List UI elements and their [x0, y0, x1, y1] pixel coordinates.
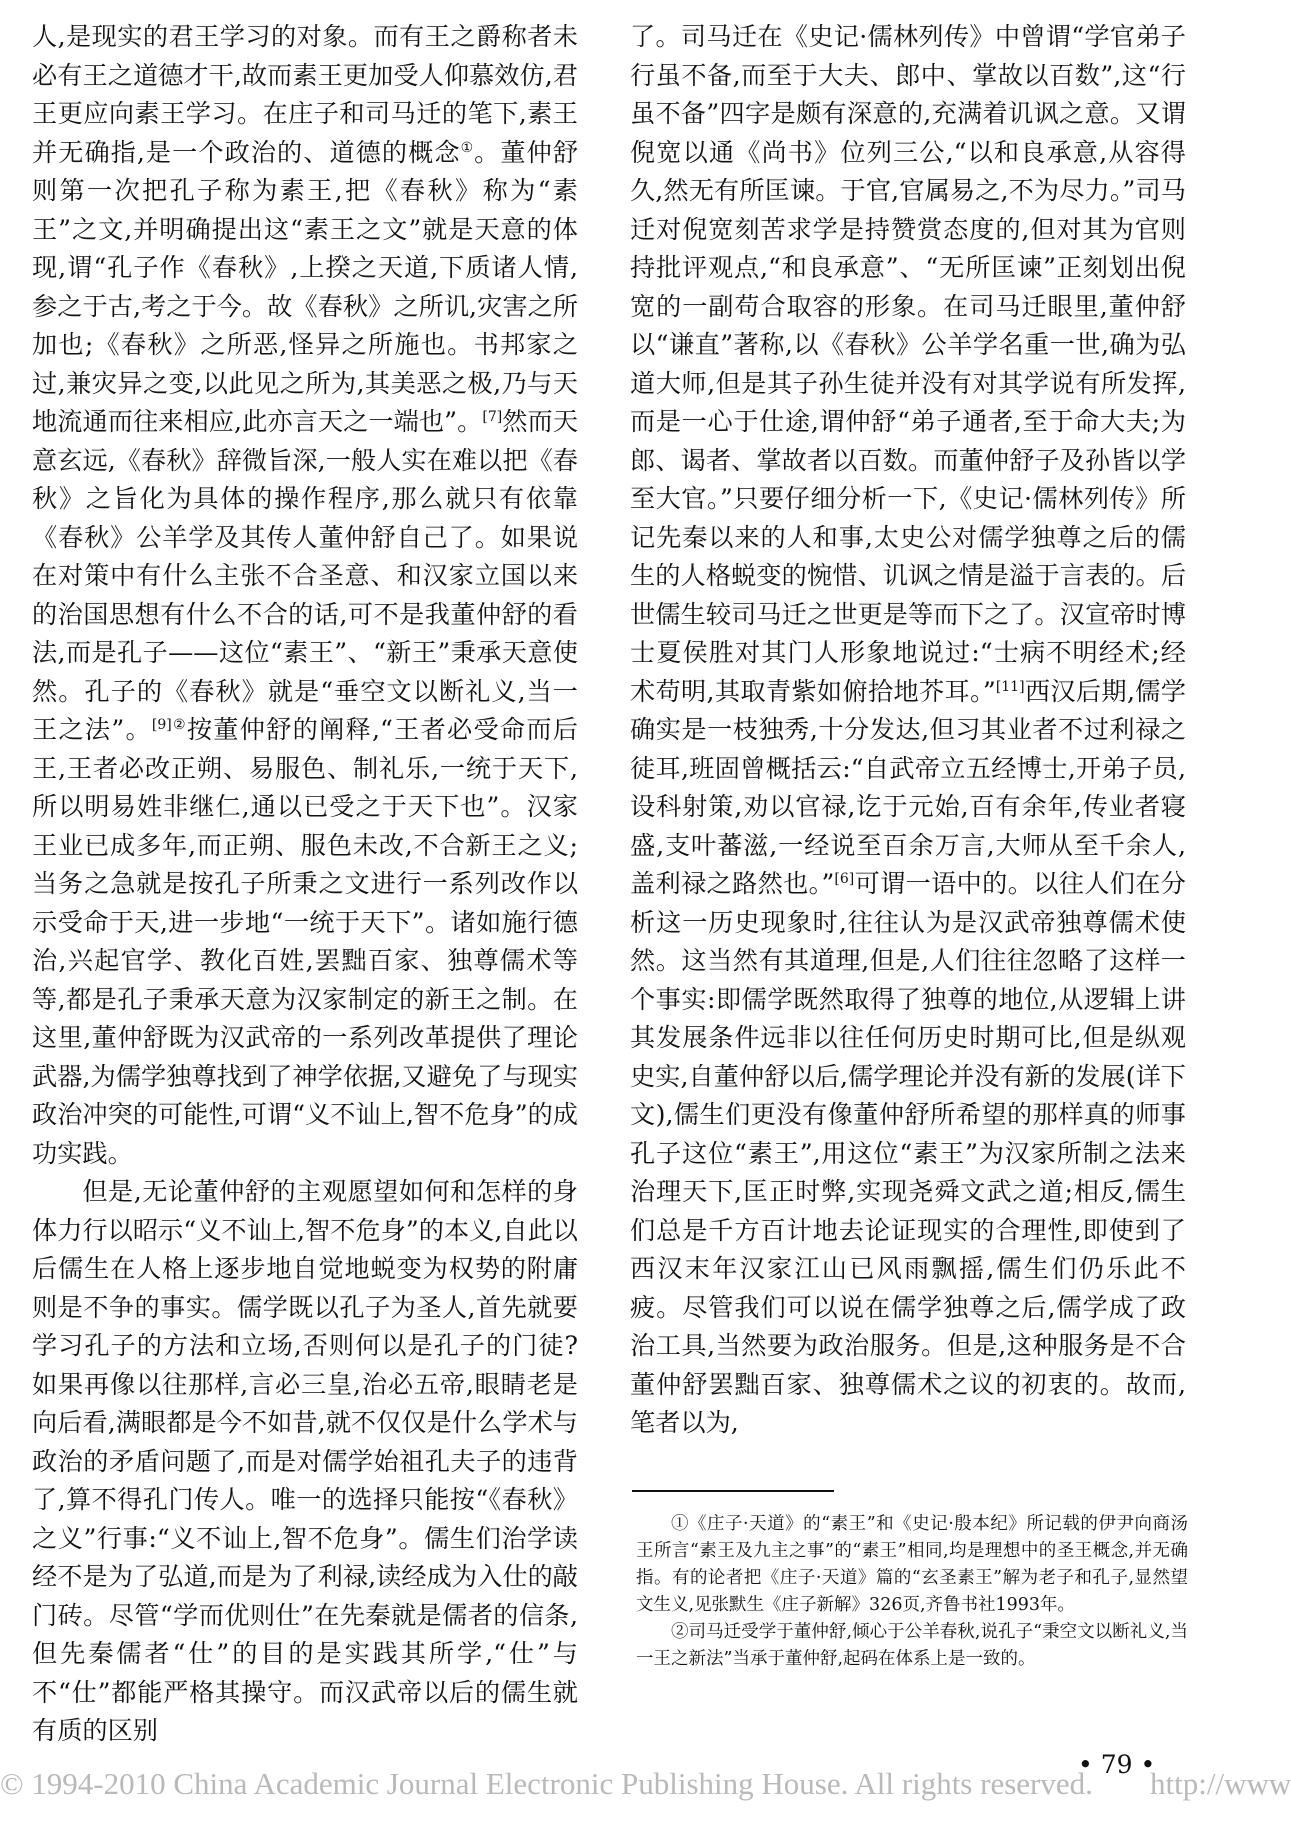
copyright-text: © 1994-2010 China Academic Journal Electronic Publishing House. All rights reserved. [0, 1766, 1093, 1801]
body-text: 然而天意玄远,《春秋》辞微旨深,一般人实在难以把《春秋》之旨化为具体的操作程序,那么就只有依靠《春秋》公羊学及其传人董仲舒自己了。如果说在对策中有什么主张不合圣意、和汉家立国以来的治国思想有什么不合的话,可不是我董仲舒的看法,而是孔子——这位“素王”、“新王”秉承天意使然。孔子的《春秋》就是“垂空文以断礼义,当一王之法”。 [32, 407, 579, 744]
body-text: 西汉后期,儒学确实是一枝独秀,十分发达,但习其业者不过利禄之徒耳,班固曾概括云:“自武帝立五经博士,开弟子员,设科射策,劝以官禄,讫于元始,百有余年,传业者寝盛,支叶蕃滋,一经说至百余万言,大师从至千余人,盖利禄之路然也。” [630, 676, 1186, 898]
left-column [32, 18, 578, 1751]
page-number: • 79 • [1078, 1750, 1156, 1779]
body-text: 人,是现实的君王学习的对象。而有王之爵称者未必有王之道德才干,故而素王更加受人仰慕效仿,君王更应向素王学习。在庄子和司马迁的笔下,素王并无确指,是一个政治的、道德的概念 [32, 22, 578, 167]
body-paragraph: 但是,无论董仲舒的主观愿望如何和怎样的身体力行以昭示“义不讪上,智不危身”的本义,自此以后儒生在人格上逐步地自觉地蜕变为权势的附庸则是不争的事实。儒学既以孔子为圣人,首先就要学习孔子的方法和立场,否则何以是孔子的门徒?如果再像以往那样,言必三皇,治必五帝,眼睛老是向后看,满眼都是今不如昔,就不仅仅是什么学术与政治的矛盾问题了,而是对儒学始祖孔夫子的违背了,算不得孔门传人。唯一的选择只能按“《春秋》之义”行事:“义不讪上,智不危身”。儒生们治学读经不是为了弘道,而是为了利禄,读经成为入仕的敲门砖。尽管“学而优则仕”在先秦就是儒者的信条,但先秦儒者“仕”的目的是实践其所学,“仕”与不“仕”都能严格其操守。而汉武帝以后的儒生就有质的区别 [32, 1177, 578, 1745]
footnote-marker: ② [171, 717, 187, 733]
citation-marker: [6] [834, 871, 855, 887]
footnote-marker: ① [460, 139, 475, 156]
body-text: 。董仲舒则第一次把孔子称为素王,把《春秋》称为“素王”之文,并明确提出这“素王之文”就是天意的体现,谓“孔子作《春秋》,上揆之天道,下质诸人情,参之于古,考之于今。故《春秋》之所讥,灾害之所加也;《春秋》之所恶,怪异之所施也。书邦家之过,兼灾异之变,以此见之所为,其美恶之极,乃与天地流通而往来相应,此亦言天之一端也”。 [32, 137, 579, 436]
copyright-watermark [0, 1764, 1291, 1820]
right-column [630, 18, 1186, 1443]
body-text: 可谓一语中的。以往人们在分析这一历史现象时,往往认为是汉武帝独尊儒术使然。这当然有其道理,但是,人们往往忽略了这样一个事实:即儒学既然取得了独尊的地位,从逻辑上讲其发展条件远非以往任何历史时期可比,但是纵观史实,自董仲舒以后,儒学理论并没有新的发展(详下文),儒生们更没有像董仲舒所希望的那样真的师事孔子这位“素王”,用这位“素王”为汉家所制之法来治理天下,匡正时弊,实现尧舜文武之道;相反,儒生们总是千方百计地去论证现实的合理性,即使到了西汉末年汉家江山已风雨飘摇,儒生们仍乐此不疲。尽管我们可以说在儒学独尊之后,儒学成了政治工具,当然要为政治服务。但是,这种服务是不合董仲舒罢黜百家、独尊儒术之议的初衷的。故而,笔者以为, [630, 869, 1186, 1437]
citation-marker: [7] [482, 409, 503, 425]
body-text: 了。司马迁在《史记·儒林列传》中曾谓“学官弟子行虽不备,而至于大夫、郎中、掌故以百数”,这“行虽不备”四字是颇有深意的,充满着讥讽之意。又谓倪宽以通《尚书》位列三公,“以和良承意,从容得久,然无有所匡谏。于官,官属易之,不为尽力。”司马迁对倪宽刻苦求学是持赞赏态度的,但对其为官则持批评观点,“和良承意”、“无所匡谏”正刻划出倪宽的一副苟合取容的形象。在司马迁眼里,董仲舒以“谦直”著称,以《春秋》公羊学名重一世,确为弘道大师,但是其子孙生徒并没有对其学说有所发挥,而是一心于仕途,谓仲舒“弟子通者,至于命大夫;为郎、谒者、掌故者以百数。而董仲舒子及孙皆以学至大官。”只要仔细分析一下,《史记·儒林列传》所记先秦以来的人和事,太史公对儒学独尊之后的儒生的人格蜕变的惋惜、讥讽之情是溢于言表的。后世儒生较司马迁之世更是等而下之了。汉宣帝时博士夏侯胜对其门人形象地说过:“士病不明经术;经术苟明,其取青紫如俯拾地芥耳。” [630, 22, 1186, 706]
citation-marker: [11] [995, 678, 1025, 695]
footnotes [636, 1511, 1188, 1673]
citation-marker: [9] [151, 717, 172, 733]
footnote-divider [632, 1490, 834, 1492]
url-fragment: http://www [1150, 1766, 1291, 1801]
body-paragraph [630, 18, 1186, 1443]
footnote-1: ①《庄子·天道》的“素王”和《史记·殷本纪》所记载的伊尹向商汤王所言“素王及九主之事”的“素王”相同,均是理想中的圣王概念,并无确指。有的论者把《庄子·天道》篇的“玄圣素王”解为老子和孔子,显然望文生义,见张默生《庄子新解》326页,齐鲁书社1993年。 [636, 1514, 1188, 1615]
body-paragraph [32, 18, 578, 1173]
footnote-2: ②司马迁受学于董仲舒,倾心于公羊春秋,说孔子“秉空文以断礼义,当一王之新法”当承于董仲舒,起码在体系上是一致的。 [636, 1622, 1188, 1669]
body-text: 按董仲舒的阐释,“王者必受命而后王,王者必改正朔、易服色、制礼乐,一统于天下,所以明易姓非继仁,通以已受之于天下也”。汉家王业已成多年,而正朔、服色未改,不合新王之义;当务之急就是按孔子所秉之文进行一系列改作以示受命于天,进一步地“一统于天下”。诸如施行德治,兴起官学、教化百姓,罢黜百家、独尊儒术等等,都是孔子秉承天意为汉家制定的新王之制。在这里,董仲舒既为汉武帝的一系列改革提供了理论武器,为儒学独尊找到了神学依据,又避免了与现实政治冲突的可能性,可谓“义不讪上,智不危身”的成功实践。 [32, 715, 578, 1168]
